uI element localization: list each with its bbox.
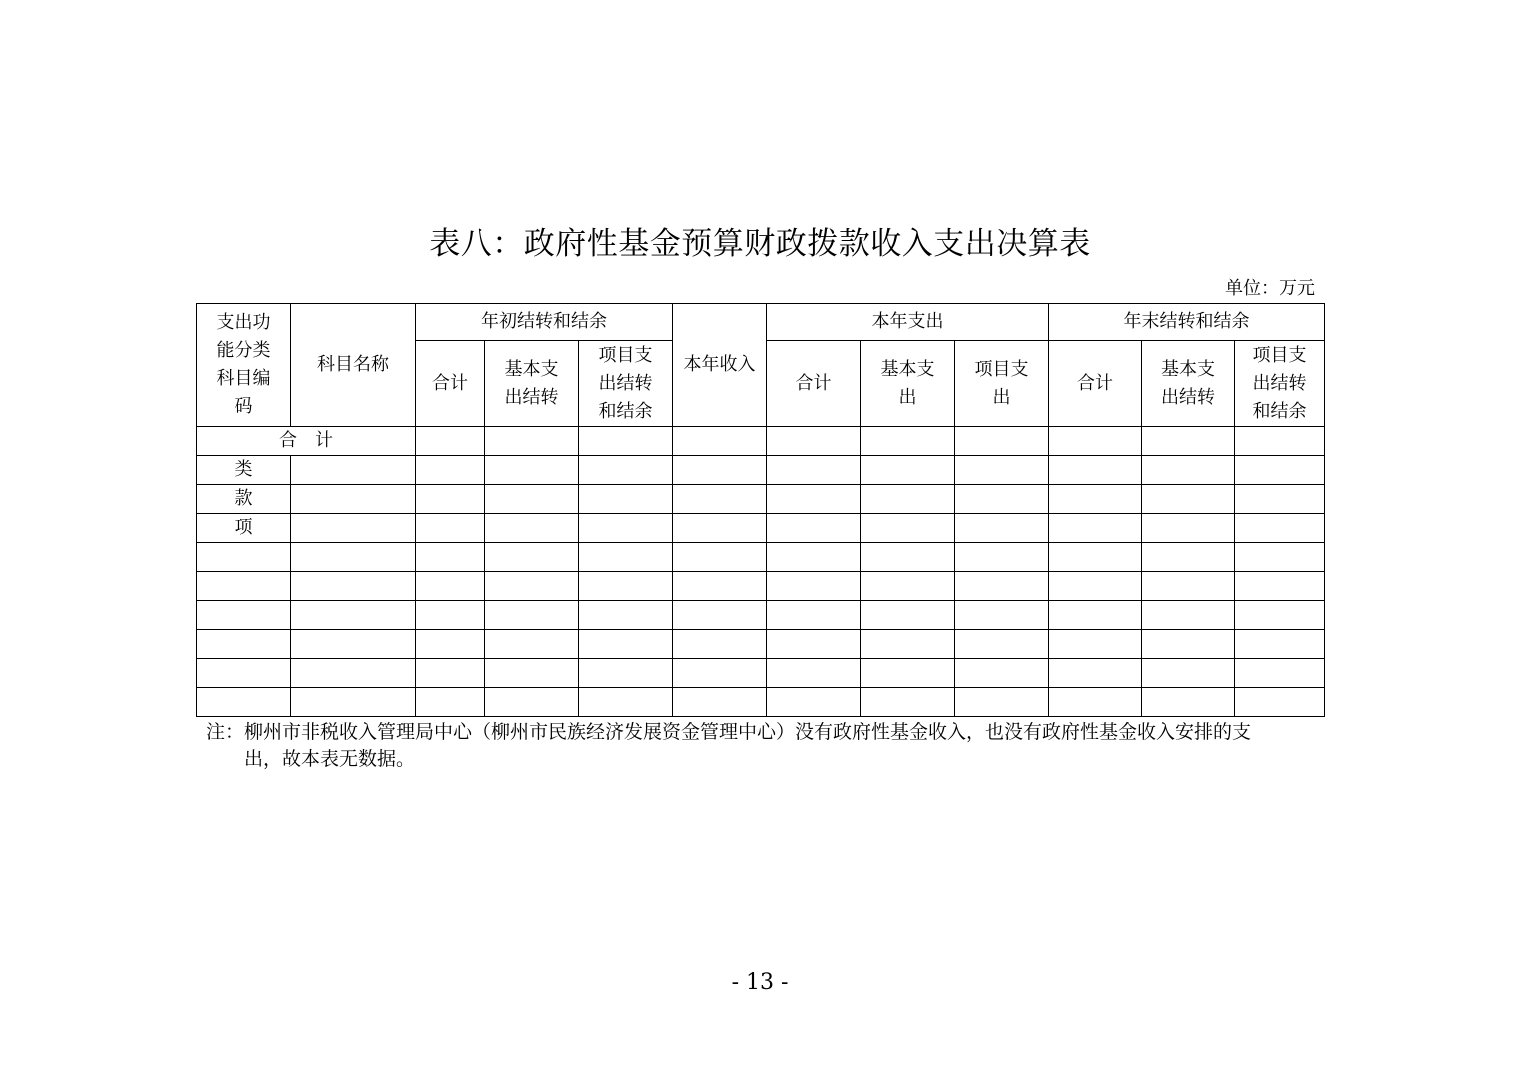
table-note — [206, 719, 1396, 773]
table-row — [197, 659, 1325, 688]
budget-table — [196, 303, 1325, 717]
total-label: 合 计 — [197, 427, 416, 456]
table-row — [197, 688, 1325, 717]
table-row — [197, 601, 1325, 630]
page-title: 表八：政府性基金预算财政拨款收入支出决算表 — [429, 226, 1091, 262]
header-end-total: 合计 — [1049, 341, 1142, 427]
note-line-2: 出，故本表无数据。 — [244, 748, 416, 770]
unit-label: 单位：万元 — [1225, 278, 1315, 299]
header-expense: 本年支出 — [767, 304, 1049, 341]
page-number: - 13 - — [731, 970, 789, 995]
header-begin-total: 合计 — [416, 341, 485, 427]
table-row — [197, 456, 1325, 485]
table-row — [197, 572, 1325, 601]
header-begin-project: 项目支出结转和结余 — [579, 341, 673, 427]
table-row — [197, 485, 1325, 514]
row-xiang-label: 项 — [197, 514, 291, 543]
row-kuan-label: 款 — [197, 485, 291, 514]
header-end-project: 项目支出结转和结余 — [1235, 341, 1325, 427]
row-lei-label: 类 — [197, 456, 291, 485]
table-row — [197, 630, 1325, 659]
header-expense-project: 项目支出 — [955, 341, 1049, 427]
note-line-1: 注：柳州市非税收入管理局中心（柳州市民族经济发展资金管理中心）没有政府性基金收入，也没有政府性基金收入安排的支 — [206, 721, 1252, 743]
header-code: 支出功能分类科目编码 — [197, 304, 291, 427]
header-begin-basic: 基本支出结转 — [485, 341, 579, 427]
header-row-1 — [197, 304, 1325, 341]
header-end-balance: 年末结转和结余 — [1049, 304, 1325, 341]
header-expense-total: 合计 — [767, 341, 861, 427]
table-row — [197, 514, 1325, 543]
header-name: 科目名称 — [291, 304, 416, 427]
header-begin-balance: 年初结转和结余 — [416, 304, 673, 341]
table-row — [197, 543, 1325, 572]
header-end-basic: 基本支出结转 — [1142, 341, 1235, 427]
header-income: 本年收入 — [673, 304, 767, 427]
total-row — [197, 427, 1325, 456]
header-expense-basic: 基本支出 — [861, 341, 955, 427]
